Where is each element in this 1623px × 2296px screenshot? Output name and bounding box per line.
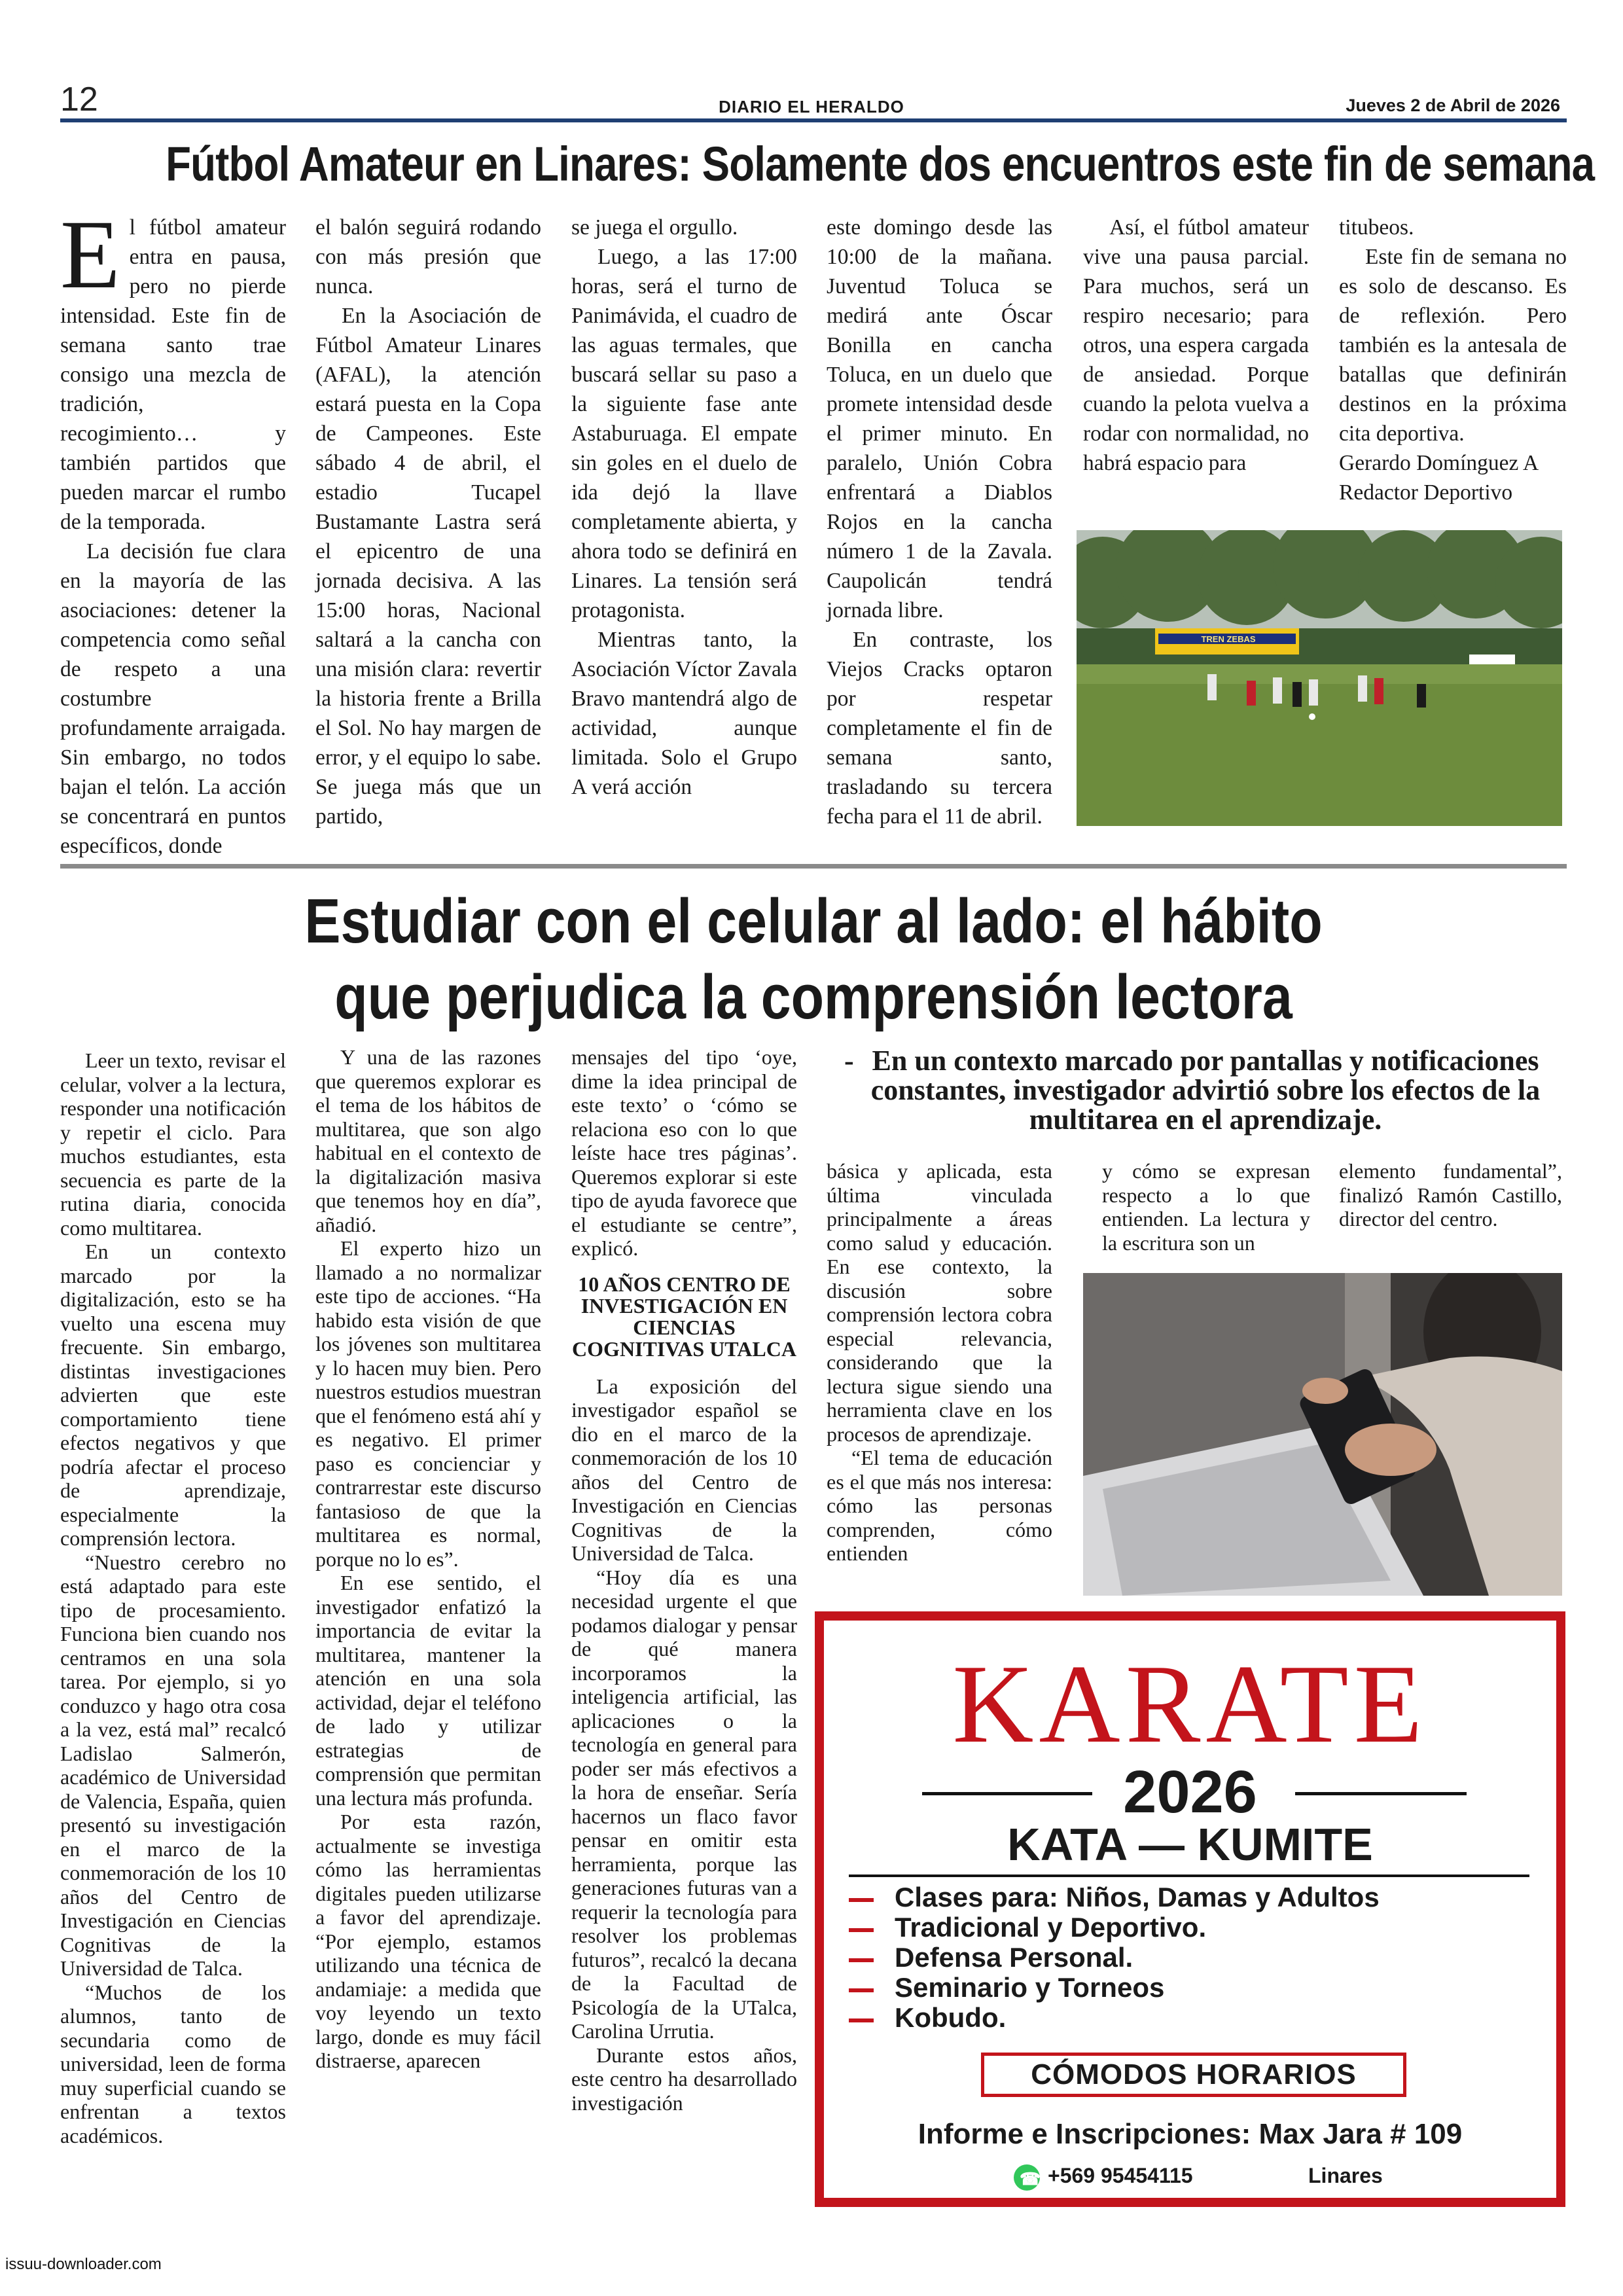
- newspaper-name: DIARIO EL HERALDO: [719, 97, 904, 117]
- article2-column-6: [1339, 1159, 1562, 1231]
- bullet-icon: [849, 1958, 874, 1962]
- article1-headline: Fútbol Amateur en Linares: Solamente dos encuentros este fin de semana: [166, 137, 1595, 191]
- article1-column-1: [60, 200, 286, 861]
- paragraph: este domingo desde las 10:00 de la mañana. Juventud Toluca se medirá ante Óscar Bonilla en cancha Toluca, en un duelo que promete intensidad desde el primer minuto. En paralelo, Unión Cobra enfrentará a Diablos Rojos en la cancha número 1 de la Zavala. Caupolicán tendrá jornada libre.: [827, 215, 1052, 622]
- ad-list-item: Clases para: Niños, Damas y Adultos: [849, 1882, 1529, 1912]
- ad-phone-number: +569 95454115: [1048, 2164, 1193, 2187]
- headline-line-2: que perjudica la comprensión lectora: [334, 962, 1293, 1032]
- article1-column-5: [1083, 213, 1309, 478]
- issue-date: Jueves 2 de Abril de 2026: [1346, 96, 1560, 115]
- paragraph: En un contexto marcado por la digitalización, esto se ha vuelto una escena muy frecuente. Sin embargo, distintas investigaciones advierten que este comportamiento tiene efectos negativos y que podría afectar el proceso de aprendizaje, especialmente la comprensión lectora.: [60, 1240, 286, 1550]
- ad-year: 2026: [1123, 1759, 1257, 1825]
- bullet-icon: [849, 1898, 874, 1902]
- paragraph: y cómo se expresan respecto a lo que entienden. La lectura y la escritura son un: [1102, 1159, 1310, 1255]
- article1-column-3: [571, 213, 797, 802]
- paragraph: La decisión fue clara en la mayoría de las asociaciones: detener la competencia como señal de respeto a una costumbre profundamente arraigada. Sin embargo, no todos bajan el telón. La acción se concentrará en puntos específicos, donde: [60, 539, 286, 858]
- paragraph: “Nuestro cerebro no está adaptado para este tipo de procesamiento. Funciona bien cuando nos centramos en una sola tarea. Por ejemplo, si yo conduzco y hago otra cosa a la vez, está mal” recalcó Ladislao Salmerón, académico de Universidad de Valencia, España, quien presentó su investigación en el marco de la conmemoración de los 10 años del Centro de Investigación en Ciencias Cognitivas de la Universidad de Talca.: [60, 1550, 286, 1980]
- article2-column-5: [1102, 1159, 1310, 1255]
- paragraph: Por esta razón, actualmente se investiga cómo las herramientas digitales pueden utilizarse a favor del aprendizaje. “Por ejemplo, estamos utilizando una técnica de andamiaje: a medida que voy leyendo un texto largo, donde es muy fácil distraerse, aparecen: [315, 1810, 541, 2072]
- ad-list-item: Defensa Personal.: [849, 1943, 1529, 1973]
- paragraph: se juega el orgullo.: [571, 215, 738, 240]
- article1-column-6: [1339, 213, 1567, 507]
- article2-column-1: [60, 1049, 286, 2147]
- article1-column-4: [827, 213, 1052, 831]
- ad-phone: [1014, 2162, 1193, 2191]
- article2-column-4: [827, 1159, 1052, 1566]
- stadium-banner-text: TREN ZEBAS: [1201, 634, 1256, 644]
- paragraph: La exposición del investigador español se dio en el marco de la conmemoración de los 10 años del Centro de Investigación en Ciencias Cognitivas de la Universidad de Talca.: [571, 1374, 797, 1565]
- source-watermark: issuu-downloader.com: [5, 2255, 162, 2273]
- page-number: 12: [60, 81, 98, 118]
- paragraph: El experto hizo un llamado a no normalizar este tipo de acciones. “Ha habido esta visión de que los jóvenes son multitarea y lo hacen muy bien. Pero nuestros estudios muestran que el fenómeno está ahí y es negativo. El primer paso es concienciar y contrarrestar este discurso fantasioso de que la multitarea es normal, porque no lo es”.: [315, 1236, 541, 1571]
- ad-brand: KARATE: [952, 1642, 1428, 1767]
- paragraph: l fútbol amateur entra en pausa, pero no pierde intensidad. Este fin de semana santo trae consigo una mezcla de tradición, recogimiento… y también partidos que pueden marcar el rumbo de la temporada.: [60, 215, 286, 534]
- bullet-icon: [849, 1988, 874, 1992]
- paragraph: Mientras tanto, la Asociación Víctor Zavala Bravo mantendrá algo de actividad, aunque limitada. Solo el Grupo A verá acción: [571, 628, 797, 799]
- section-subhead: 10 AÑOS CENTRO DE INVESTIGACIÓN EN CIENCIAS COGNITIVAS UTALCA: [572, 1272, 796, 1361]
- section-separator: [60, 864, 1567, 869]
- headline-line-1: Estudiar con el celular al lado: el hábito: [304, 886, 1323, 956]
- karate-advertisement: [815, 1611, 1565, 2207]
- ad-list-item: Seminario y Torneos: [849, 1973, 1529, 2003]
- student-phone-photo: [1083, 1273, 1562, 1596]
- subtitle-dash: -: [844, 1045, 854, 1077]
- paragraph: “Hoy día es una necesidad urgente el que podamos dialogar y pensar de qué manera incorporamos la inteligencia artificial, las aplicaciones o la tecnología en general para poder ser más efectivos a la hora de enseñar. Sería hacernos un flaco favor pensar en omitir esta herramienta, porque las generaciones futuras van a requerir la tecnología para resolver los problemas futuros”, recalcó la decana de la Facultad de Psicología de la UTalca, Carolina Urrutia.: [571, 1565, 797, 2043]
- subtitle-text: En un contexto marcado por pantallas y notificaciones constantes, investigador advirtió sobre los efectos de la multitarea en el aprendizaje.: [870, 1045, 1541, 1136]
- bullet-icon: [849, 1928, 874, 1932]
- ad-item-list: [849, 1882, 1529, 2033]
- header-rule: [60, 118, 1567, 122]
- football-match-photo: [1077, 530, 1562, 826]
- paragraph: el balón seguirá rodando con más presión que nunca.: [315, 215, 541, 298]
- paragraph: Luego, a las 17:00 horas, será el turno de Panimávida, el cuadro de las aguas termales, que buscará sellar su paso a la siguiente fase ante Astaburuaga. El empate sin goles en el duelo de ida dejó la llave completamente abierta, y ahora todo se definirá en Linares. La tensión será protagonista.: [571, 245, 797, 622]
- paragraph: mensajes del tipo ‘oye, dime la idea principal de este texto’ o ‘cómo se relaciona eso con lo que leíste hace tres páginas’. Queremos explorar si este tipo de ayuda favorece que el estudiante se centre”, explicó.: [571, 1045, 797, 1260]
- paragraph: En ese sentido, el investigador enfatizó la importancia de evitar la multitarea, mantener la atención en una sola actividad, dejar el teléfono de lado y utilizar estrategias de comprensión que permitan una lectura más profunda.: [315, 1571, 541, 1810]
- paragraph: “El tema de educación es el que más nos interesa: cómo las personas comprenden, cómo entienden: [827, 1446, 1052, 1565]
- paragraph: En la Asociación de Fútbol Amateur Linares (AFAL), la atención estará puesta en la Copa de Campeones. Este sábado 4 de abril, el estadio Tucapel Bustamante Lastra será el epicentro de una jornada decisiva. A las 15:00 horas, Nacional saltará a la cancha con una misión clara: revertir la historia frente a Brilla el Sol. No hay margen de error, y el equipo lo sabe. Se juega más que un partido,: [315, 304, 541, 829]
- whatsapp-icon: [1014, 2164, 1040, 2191]
- paragraph: básica y aplicada, esta última vinculada principalmente a áreas como salud y educación. En ese contexto, la discusión sobre comprensión lectora cobra especial relevancia, considerando que la lectura sigue siendo una herramienta clave en los procesos de aprendizaje.: [827, 1159, 1052, 1446]
- drop-cap: E: [60, 200, 120, 309]
- ad-modes: KATA — KUMITE: [1007, 1819, 1373, 1870]
- article1-column-2: [315, 213, 541, 831]
- byline-role: Redactor Deportivo: [1339, 480, 1513, 505]
- paragraph: Así, el fútbol amateur vive una pausa parcial. Para muchos, será un respiro necesario; para otros, una espera cargada de ansiedad. Porque cuando la pelota vuelva a rodar con normalidad, no habrá espacio para: [1083, 215, 1309, 475]
- article2-column-2: [315, 1045, 541, 2073]
- paragraph: Este fin de semana no es solo de descanso. Es de reflexión. Pero también es la antesala de batallas que definirán destinos en la próxima cita deportiva.: [1339, 245, 1567, 446]
- paragraph: Durante estos años, este centro ha desarrollado investigación: [571, 2043, 797, 2115]
- paragraph: En contraste, los Viejos Cracks optaron por respetar completamente el fin de semana santo, trasladando su tercera fecha para el 11 de abril.: [827, 628, 1052, 829]
- ad-hours-box: CÓMODOS HORARIOS: [981, 2053, 1406, 2097]
- article2-subtitle: [844, 1046, 1567, 1134]
- article2-headline: [166, 884, 1461, 1035]
- paragraph: elemento fundamental”, finalizó Ramón Castillo, director del centro.: [1339, 1159, 1562, 1230]
- ad-town: Linares: [1308, 2164, 1383, 2187]
- bullet-icon: [849, 2018, 874, 2022]
- paragraph: titubeos.: [1339, 215, 1414, 240]
- paragraph: “Muchos de los alumnos, tanto de secundaria como de universidad, leen de forma muy superficial cuando se enfrentan a textos académicos.: [60, 1980, 286, 2147]
- ad-list-item: Kobudo.: [849, 2003, 1529, 2033]
- article2-column-3: [571, 1045, 797, 2115]
- paragraph: Y una de las razones que queremos explorar es el tema de los hábitos de multitarea, que son algo habitual en el contexto de la digitalización masiva que tenemos hoy en día”, añadió.: [315, 1045, 541, 1236]
- ad-rule: [849, 1874, 1529, 1877]
- paragraph: Leer un texto, revisar el celular, volver a la lectura, responder una notificación y repetir el ciclo. Para muchos estudiantes, esta secuencia es parte de la rutina diaria, conocida como multitarea.: [60, 1049, 286, 1240]
- ad-list-item: Tradicional y Deportivo.: [849, 1912, 1529, 1943]
- ad-info: Informe e Inscripciones: Max Jara # 109: [918, 2118, 1463, 2150]
- byline-author: Gerardo Domínguez A: [1339, 451, 1539, 475]
